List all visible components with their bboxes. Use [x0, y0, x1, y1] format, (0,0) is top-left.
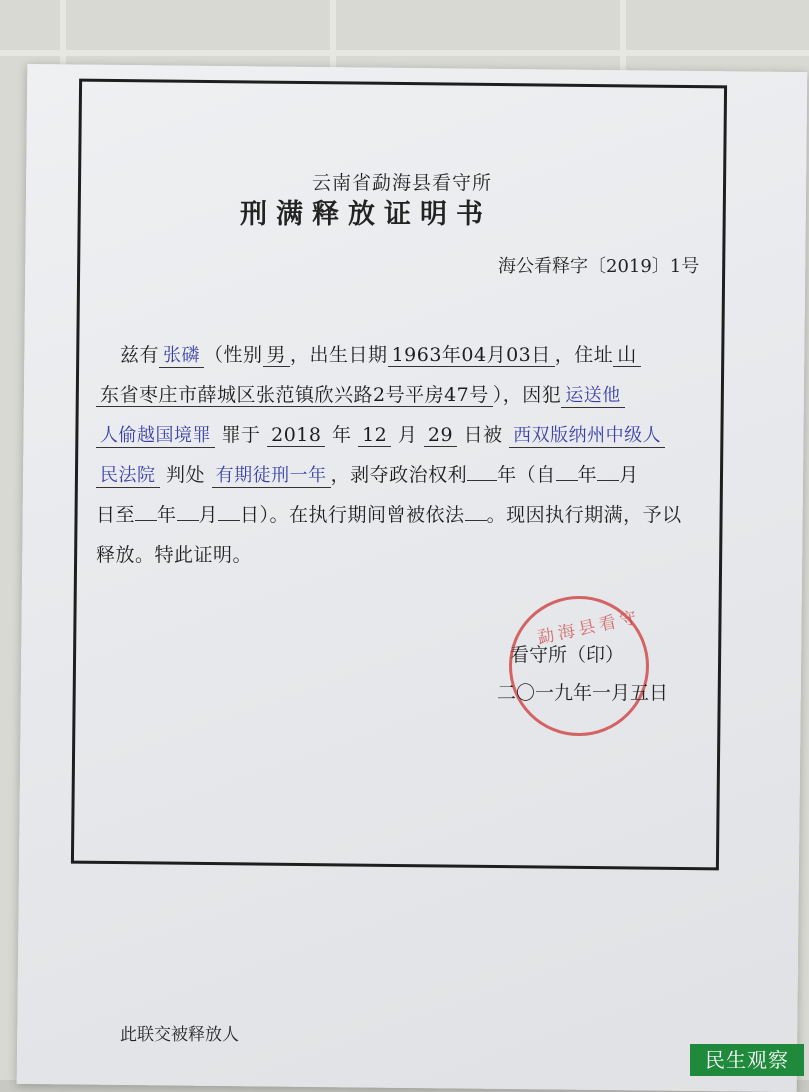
text-day-to: 日至: [96, 504, 136, 526]
issuer-line: 云南省勐海县看守所: [312, 172, 493, 194]
sentence-month-field: 12: [358, 424, 391, 447]
court-field-start: 西双版纳州中级人: [509, 425, 665, 448]
execution-blank: [465, 506, 487, 521]
text-p5-month: 月: [198, 504, 219, 526]
text-p4-month: 月: [619, 464, 639, 486]
crime-field: 人偷越国境罪: [96, 425, 215, 448]
text-court-lead: 日被: [463, 424, 503, 446]
from-month-blank: [597, 466, 619, 481]
body-line-1: [120, 340, 641, 368]
text-date-lead: 罪于: [221, 424, 261, 446]
body-line-3: [96, 420, 665, 448]
text-crime-lead: ），因犯: [492, 384, 562, 406]
text-yue: 月: [397, 424, 418, 446]
rights-years-blank: [467, 466, 497, 481]
body-line-5: [96, 500, 682, 527]
address-field: 东省枣庄市薛城区张范镇欣兴路2号平房47号: [96, 384, 493, 407]
court-field: 民法院: [96, 465, 160, 488]
signature-org: 看守所（印）: [510, 644, 625, 666]
text-release: 。现因执行期满，予以: [486, 504, 682, 526]
tile-grout: [0, 50, 809, 56]
to-day-blank: [218, 506, 240, 521]
sentence-day-field: 29: [424, 424, 457, 447]
dob-field: 1963年04月03日: [388, 344, 555, 367]
watermark-logo: 民生观察: [690, 1044, 804, 1076]
text-from: 年（自: [497, 464, 556, 486]
to-month-blank: [177, 506, 199, 521]
text-execution: 日）。在执行期间曾被依法: [240, 504, 465, 526]
from-year-blank: [556, 466, 578, 481]
sentence-field: 有期徒刑一年: [212, 465, 331, 488]
body-line-6: [96, 540, 252, 567]
name-field: 张磷: [159, 345, 204, 368]
text-p5-year: 年: [157, 504, 177, 526]
gender-field: 男: [263, 344, 291, 367]
signature-date: 二〇一九年一月五日: [497, 682, 669, 704]
address-field-start: 山: [613, 344, 641, 367]
text-rights: ，剥夺政治权利: [330, 464, 468, 486]
document-number: 海公看释字〔2019〕1号: [498, 256, 700, 277]
crime-field-start: 运送他: [561, 385, 625, 408]
footer-note: 此联交被释放人: [120, 1025, 239, 1045]
body-line-4: [96, 460, 639, 488]
text-nian: 年: [332, 424, 352, 446]
tile-grout: [620, 0, 626, 80]
seal-text: 勐海县看守: [535, 607, 643, 649]
text-p4-year: 年: [577, 464, 598, 486]
text-gender-lead: （性别: [204, 344, 263, 366]
text-addr-lead: ，住址: [554, 344, 614, 366]
body-line-2: [96, 380, 625, 408]
text-dob-lead: ，出生日期: [290, 344, 388, 366]
sentence-year-field: 2018: [267, 424, 325, 447]
to-year-blank: [135, 506, 157, 521]
text-closing: 释放。特此证明。: [96, 544, 253, 566]
text-sentence-lead: 判处: [166, 464, 206, 486]
document-title: 刑满释放证明书: [240, 199, 492, 230]
text-lead: 兹有: [120, 344, 160, 366]
